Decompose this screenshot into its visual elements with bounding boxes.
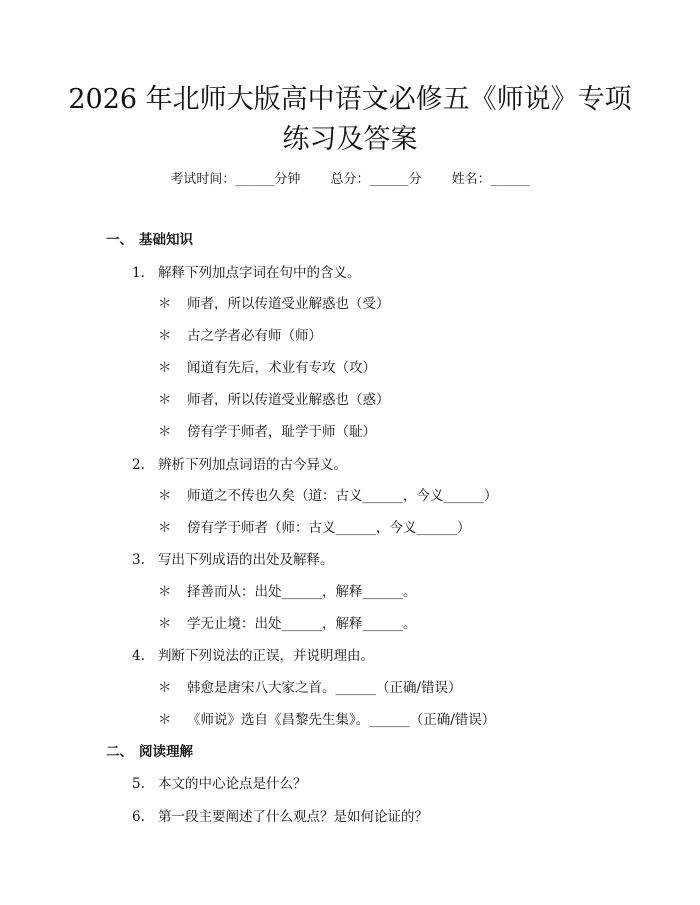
question-3-item: ＊ 学无止境：出处______，解释______。: [158, 616, 417, 632]
question-4: 4. 判断下列说法的正误，并说明理由。: [132, 648, 374, 664]
question-1-item: ＊ 傍有学于师者，耻学于师（耻）: [158, 424, 376, 440]
question-5: 5. 本文的中心论点是什么？: [132, 776, 307, 792]
page-title: 2026 年北师大版高中语文必修五《师说》专项练习及答案: [68, 84, 632, 155]
question-1-item: ＊ 师者，所以传道受业解惑也（惑）: [158, 392, 390, 408]
exam-time: 考试时间：______分钟: [170, 172, 301, 187]
question-1-item: ＊ 古之学者必有师（师）: [158, 328, 322, 344]
student-name: 姓名：______: [451, 172, 530, 187]
question-6: 6. 第一段主要阐述了什么观点？是如何论证的？: [132, 809, 428, 825]
section-heading: 一、 基础知识: [106, 232, 193, 248]
question-4-item: ＊ 韩愈是唐宋八大家之首。______（正确/错误）: [158, 680, 462, 696]
question-3: 3. 写出下列成语的出处及解释。: [132, 552, 334, 568]
question-2-item: ＊ 傍有学于师者（师：古义______，今义______）: [158, 520, 471, 536]
question-1-item: ＊ 师者，所以传道受业解惑也（受）: [158, 296, 390, 312]
question-1: 1. 解释下列加点字词在句中的含义。: [132, 265, 361, 281]
exam-info: [0, 168, 700, 187]
question-2: 2. 辨析下列加点词语的古今异义。: [132, 457, 347, 473]
question-4-item: ＊ 《师说》选自《昌黎先生集》。______（正确/错误）: [158, 712, 496, 728]
total-score: 总分：______分: [330, 172, 422, 187]
question-3-item: ＊ 择善而从：出处______，解释______。: [158, 584, 417, 600]
section-heading: 二、 阅读理解: [106, 744, 193, 760]
question-1-item: ＊ 闻道有先后，术业有专攻（攻）: [158, 360, 376, 376]
question-2-item: ＊ 师道之不传也久矣（道：古义______，今义______）: [158, 488, 498, 504]
